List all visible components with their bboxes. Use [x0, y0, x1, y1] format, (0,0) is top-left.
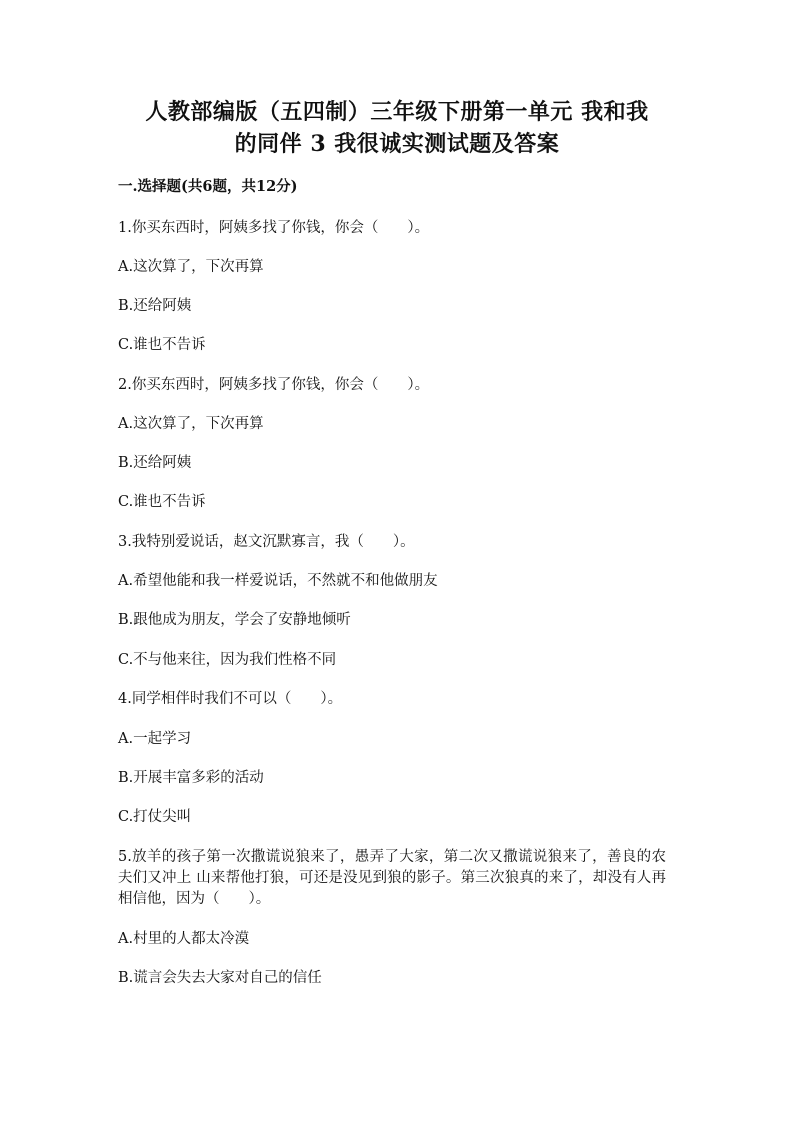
section-heading: 一.选择题(共6题，共12分)	[118, 178, 298, 195]
question-3-option-c: C.不与他来往，因为我们性格不同	[118, 652, 337, 668]
question-4-option-a: A.一起学习	[118, 731, 192, 747]
question-3-option-b: B.跟他成为朋友，学会了安静地倾听	[118, 612, 351, 628]
document-title-line-2: 的同伴 3 我很诚实测试题及答案	[234, 131, 560, 157]
document-title-line-1: 人教部编版（五四制）三年级下册第一单元 我和我	[145, 99, 649, 125]
question-4-option-b: B.开展丰富多彩的活动	[118, 770, 264, 786]
question-1-stem: 1.你买东西时，阿姨多找了你钱，你会（ ）。	[118, 220, 430, 236]
question-2-stem: 2.你买东西时，阿姨多找了你钱，你会（ ）。	[118, 377, 430, 393]
question-5-option-a: A.村里的人都太冷漠	[118, 931, 250, 947]
question-2-option-b: B.还给阿姨	[118, 455, 192, 471]
question-4-stem: 4.同学相伴时我们不可以（ ）。	[118, 691, 343, 707]
question-3-option-a: A.希望他能和我一样爱说话，不然就不和他做朋友	[118, 573, 438, 589]
question-3-stem: 3.我特别爱说话，赵文沉默寡言，我（ ）。	[118, 534, 415, 550]
question-1-option-c: C.谁也不告诉	[118, 337, 206, 353]
question-2-option-c: C.谁也不告诉	[118, 494, 206, 510]
question-5-stem: 5.放羊的孩子第一次撒谎说狼来了，愚弄了大家，第二次又撒谎说狼来了，善良的农夫们又冲上 山来帮他打狼，可还是没见到狼的影子。第三次狼真的来了，却没有人再相信他，因为（ ）。	[118, 849, 666, 907]
question-2-option-a: A.这次算了，下次再算	[118, 416, 264, 432]
question-1-option-a: A.这次算了，下次再算	[118, 259, 264, 275]
question-4-option-c: C.打仗尖叫	[118, 809, 192, 825]
question-5-option-b: B.谎言会失去大家对自己的信任	[118, 970, 322, 986]
question-1-option-b: B.还给阿姨	[118, 298, 192, 314]
